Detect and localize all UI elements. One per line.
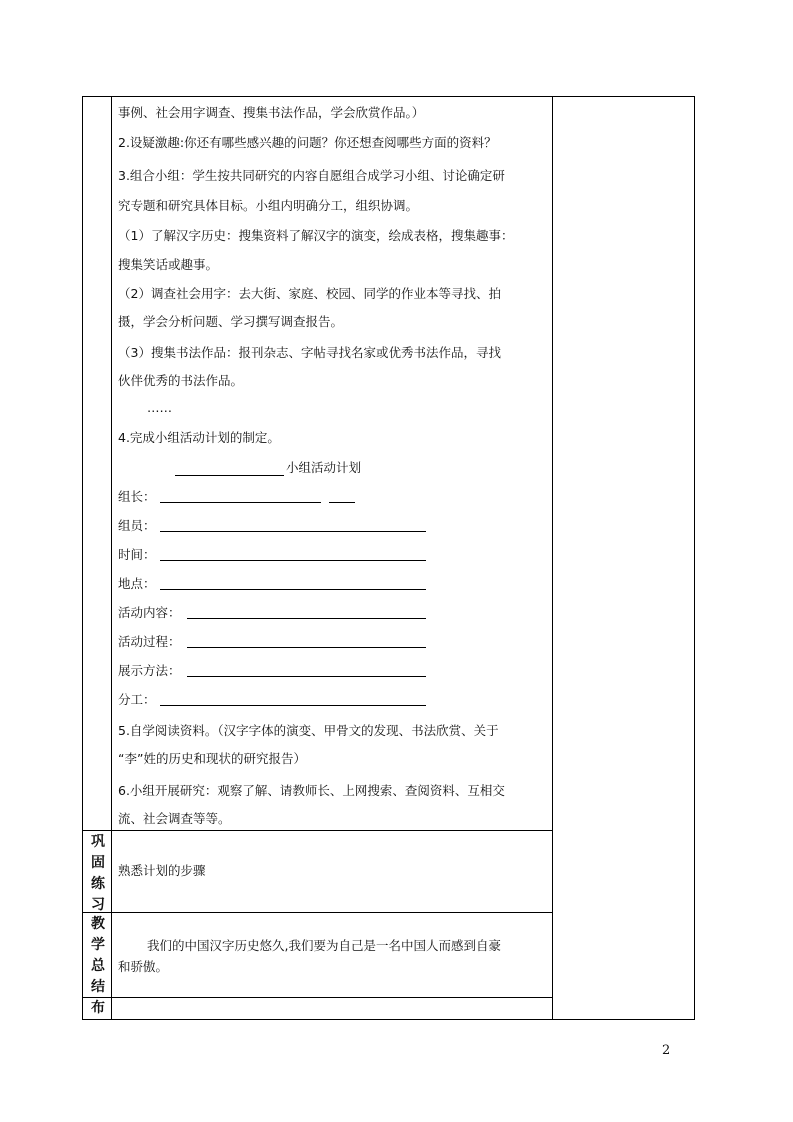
summary-line-2: 和骄傲。 <box>118 959 169 974</box>
table-divider-right <box>552 96 553 1020</box>
plan-title: 小组活动计划 <box>286 460 362 475</box>
step-3-line-2: 究专题和研究具体目标。小组内明确分工，组织协调。 <box>118 198 419 213</box>
summary-line-1: 我们的中国汉字历史悠久,我们要为自己是一名中国人而感到自豪 <box>147 938 501 953</box>
field-leader-line <box>160 502 321 503</box>
practice-text: 熟悉计划的步骤 <box>118 863 206 878</box>
substep-1-line-2: 搜集笑话或趣事。 <box>118 257 219 272</box>
step-2: 2.设疑激趣:你还有哪些感兴趣的问题？你还想查阅哪些方面的资料？ <box>118 135 497 150</box>
table-divider-left <box>111 96 112 1020</box>
field-members-label: 组员： <box>118 518 156 533</box>
step-3-line-1: 3.组合小组：学生按共同研究的内容自愿组合成学习小组、讨论确定研 <box>118 168 505 183</box>
field-process-line <box>187 647 426 648</box>
field-content-line <box>187 618 426 619</box>
field-division-label: 分工： <box>118 692 156 707</box>
step-6-line-1: 6.小组开展研究：观察了解、请教师长、上网搜索、查阅资料、互相交 <box>118 783 505 798</box>
row-divider-homework <box>82 997 553 998</box>
substep-3-line-2: 伙伴优秀的书法作品。 <box>118 373 244 388</box>
row-divider-practice <box>82 830 553 831</box>
substep-1-line-1: （1）了解汉字历史：搜集资料了解汉字的演变，绘成表格，搜集趣事： <box>118 228 514 243</box>
field-place-label: 地点： <box>118 576 156 591</box>
field-display-line <box>187 676 426 677</box>
step-5-line-2: “李”姓的历史和现状的研究报告） <box>118 751 306 766</box>
field-place-line <box>160 589 426 590</box>
step-5-line-1: 5.自学阅读资料。（汉字字体的演变、甲骨文的发现、书法欣赏、关于 <box>118 723 499 738</box>
summary-label: 教学总结 <box>91 916 105 995</box>
page-number: 2 <box>662 1043 671 1058</box>
row-divider-summary <box>82 912 553 913</box>
substep-3-line-1: （3）搜集书法作品：报刊杂志、字帖寻找名家或优秀书法作品，寻找 <box>118 345 501 360</box>
field-members-line <box>160 531 426 532</box>
field-leader-label: 组长： <box>118 489 156 504</box>
step-4: 4.完成小组活动计划的制定。 <box>118 430 280 445</box>
practice-label: 巩固练习 <box>91 834 105 913</box>
field-time-line <box>160 560 426 561</box>
field-division-line <box>160 705 426 706</box>
step-6-line-2: 流、社会调查等等。 <box>118 811 231 826</box>
homework-label: 布 <box>91 1000 105 1016</box>
field-time-label: 时间： <box>118 547 156 562</box>
plan-title-underline <box>175 475 284 476</box>
field-display-label: 展示方法： <box>118 663 181 678</box>
substep-2-line-1: （2）调查社会用字：去大街、家庭、校园、同学的作业本等寻找、拍 <box>118 286 501 301</box>
content-line-1: 事例、社会用字调查、搜集书法作品，学会欣赏作品。） <box>118 105 425 120</box>
ellipsis: …… <box>147 400 172 415</box>
field-process-label: 活动过程： <box>118 634 181 649</box>
field-content-label: 活动内容： <box>118 605 181 620</box>
field-leader-line-2 <box>329 502 355 503</box>
substep-2-line-2: 摄，学会分析问题、学习撰写调查报告。 <box>118 314 344 329</box>
